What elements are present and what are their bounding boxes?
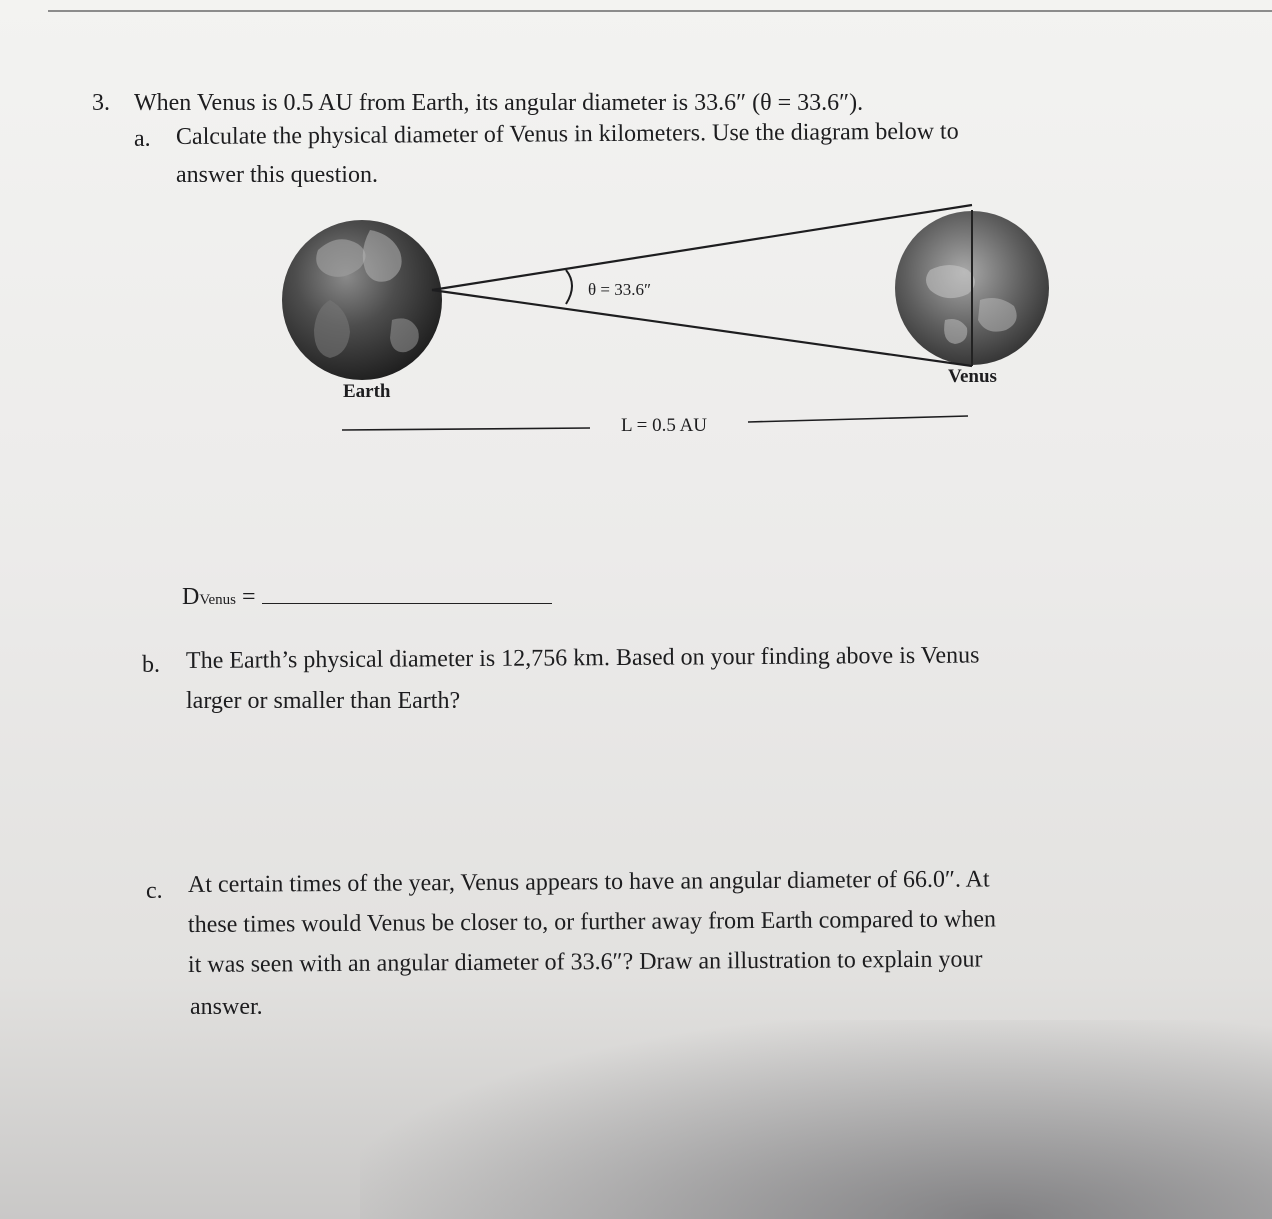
part-b-line2: larger or smaller than Earth? <box>186 688 461 714</box>
question-stem: When Venus is 0.5 AU from Earth, its angular diameter is 33.6″ (θ = 33.6″). <box>134 90 864 116</box>
upper-sight-line <box>432 205 972 290</box>
part-b-letter: b. <box>142 652 160 678</box>
answer-blank[interactable] <box>262 585 552 604</box>
venus-label: Venus <box>948 366 997 387</box>
part-c-line2: these times would Venus be closer to, or further away from Earth compared to when <box>187 906 997 938</box>
question-number: 3. <box>92 90 110 116</box>
angle-label: θ = 33.6″ <box>588 280 652 299</box>
part-a-line1: Calculate the physical diameter of Venus in kilometers. Use the diagram below to <box>175 118 959 150</box>
angle-arc <box>566 270 572 304</box>
equals-sign: = <box>242 584 256 610</box>
distance-label: L = 0.5 AU <box>621 415 708 436</box>
part-c-line1: At certain times of the year, Venus appears to have an angular diameter of 66.0″. At <box>187 866 990 898</box>
diameter-symbol: D <box>182 584 200 610</box>
part-a-letter: a. <box>134 126 151 152</box>
lower-sight-line <box>432 290 972 366</box>
distance-line-left <box>342 428 590 430</box>
venus-globe <box>895 210 1049 366</box>
part-a-line2: answer this question. <box>176 162 378 188</box>
distance-line-right <box>748 416 968 422</box>
part-c-line4: answer. <box>190 994 263 1020</box>
part-b-line1: The Earth’s physical diameter is 12,756 km. Based on your finding above is Venus <box>185 642 980 674</box>
part-c-line3: it was seen with an angular diameter of 33.6″? Draw an illustration to explain your <box>187 946 983 978</box>
earth-label: Earth <box>343 381 391 402</box>
angular-diameter-diagram <box>0 0 1272 470</box>
venus-diameter-answer <box>182 578 552 619</box>
venus-subscript: Venus <box>199 592 237 608</box>
earth-globe <box>282 220 442 380</box>
part-c-letter: c. <box>146 878 163 904</box>
